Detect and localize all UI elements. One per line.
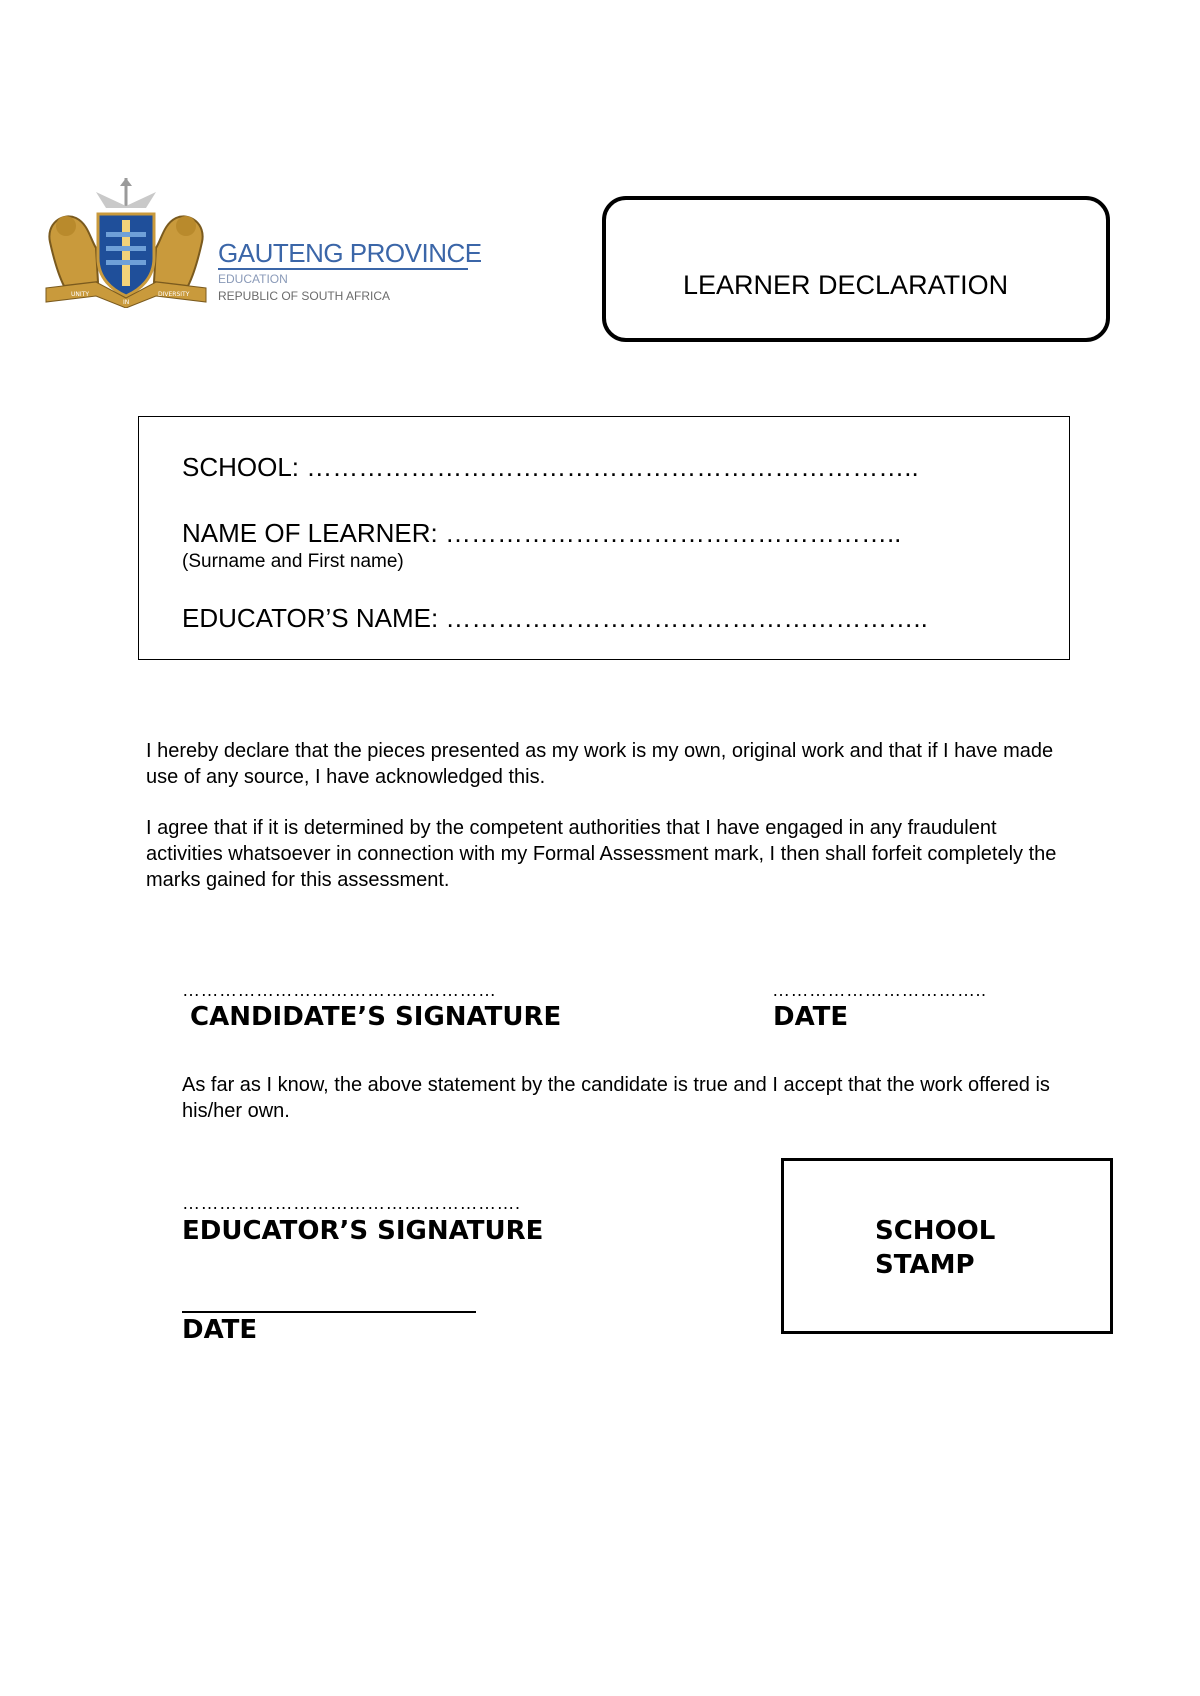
school-line [182, 452, 919, 483]
title-box [602, 196, 1110, 342]
educator-signature-label: EDUCATOR’S SIGNATURE [182, 1216, 544, 1246]
declaration-paragraph-1: I hereby declare that the pieces presented as my work is my own, original work and that if I have made use of any source, I have acknowledged this. [146, 740, 1054, 788]
coat-of-arms-icon [36, 178, 216, 308]
declaration-paragraph-2: I agree that if it is determined by the competent authorities that I have engaged in any fraudulent activities whatsoever in connection with my Formal Assessment mark, I then shall forfeit completely the marks gained for this assessment. [146, 817, 1057, 891]
school-stamp-label [875, 1214, 995, 1282]
educator-signature-field[interactable]: ………………………………………………. [182, 1193, 521, 1213]
school-label: SCHOOL: [182, 452, 300, 482]
country-name: REPUBLIC OF SOUTH AFRICA [218, 289, 391, 303]
educator-line [182, 603, 928, 634]
page-title: LEARNER DECLARATION [683, 270, 1009, 300]
learner-label: NAME OF LEARNER: [182, 518, 438, 548]
educator-statement: As far as I know, the above statement by the candidate is true and I accept that the work offered is his/her own. [182, 1074, 1050, 1122]
learner-name-field[interactable]: …………………………………………….. [444, 518, 902, 548]
candidate-date-label: DATE [773, 1002, 849, 1032]
motto-word: DIVERSITY [158, 291, 190, 298]
motto-word: UNITY [71, 291, 89, 298]
educator-date-field[interactable] [182, 1311, 476, 1313]
educator-name-field[interactable]: ……………………………………………….. [445, 603, 928, 633]
department-name: EDUCATION [218, 272, 288, 286]
stamp-line-1: SCHOOL [875, 1216, 996, 1246]
province-divider [218, 268, 468, 270]
educator-label: EDUCATOR’S NAME: [182, 603, 439, 633]
candidate-signature-label: CANDIDATE’S SIGNATURE [190, 1002, 562, 1032]
motto-word: IN [123, 299, 130, 306]
educator-date-label: DATE [182, 1315, 258, 1345]
candidate-signature-field[interactable]: …………………………………………… [182, 980, 497, 1000]
learner-name-note: (Surname and First name) [182, 551, 404, 572]
province-name: GAUTENG PROVINCE [218, 238, 482, 268]
learner-line [182, 518, 901, 549]
school-field[interactable]: …………………………………………………………….. [306, 452, 919, 482]
stamp-line-2: STAMP [875, 1250, 975, 1280]
candidate-date-field[interactable]: …………………………….. [772, 980, 987, 1000]
